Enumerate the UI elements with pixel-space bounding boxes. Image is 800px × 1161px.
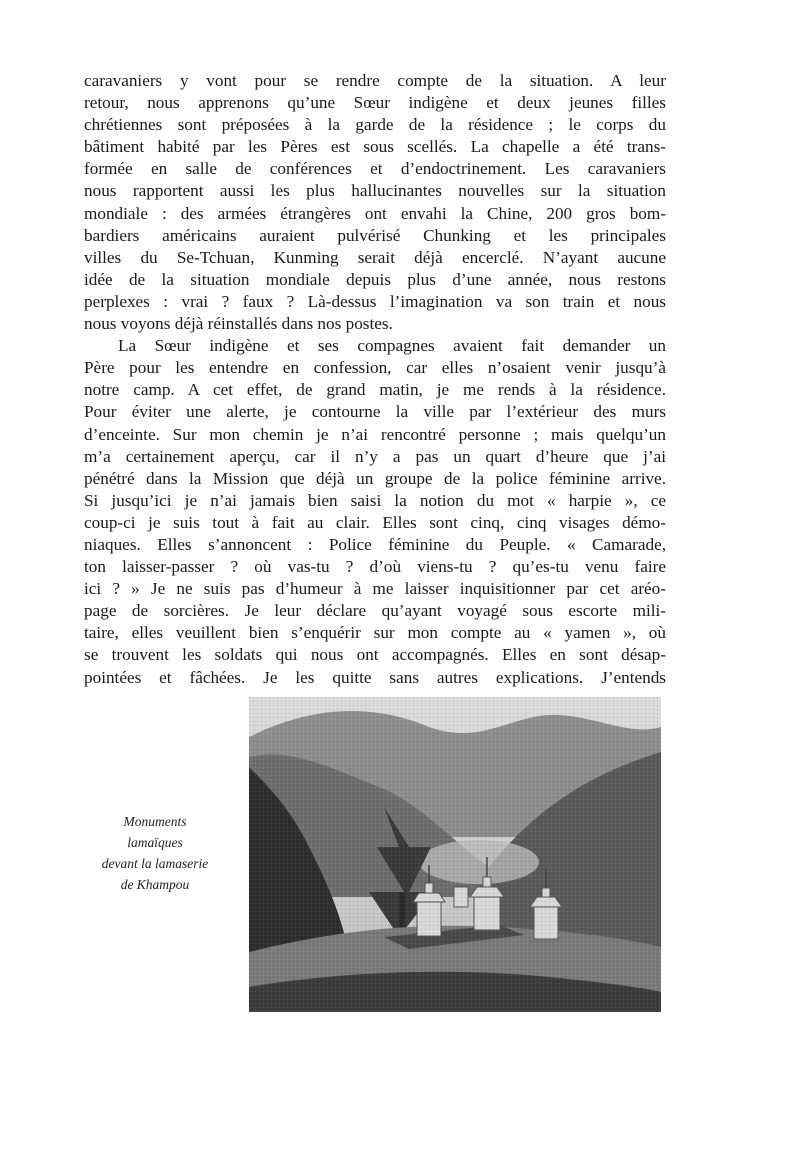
text-line: retour, nous apprenons qu’une Sœur indigène et deux jeunes filles [84,93,666,113]
text-line: taire, elles veuillent bien s’enquérir sur mon compte au « yamen », où [84,623,666,643]
text-line: pénétré dans la Mission que déjà un groupe de la police féminine arrive. [84,468,666,488]
text-line: nous voyons déjà réinstallés dans nos postes. [84,314,393,334]
text-line: nous rapportent aussi les plus hallucinantes nouvelles sur la situation [84,181,666,201]
photo-illustration [249,697,661,1012]
text-line: notre camp. A cet effet, de grand matin, je me rends à la résidence. [84,380,666,400]
text-line: bâtiment habité par les Pères est sous scellés. La chapelle a été trans- [84,137,666,157]
text-line: ton laisser-passer ? où vas-tu ? d’où viens-tu ? qu’es-tu venu faire [84,557,666,577]
text-line: Si jusqu’ici je n’ai jamais bien saisi la notion du mot « harpie », ce [84,490,666,510]
text-line: coup-ci je suis tout à fait au clair. Elles sont cinq, cinq visages démo- [84,512,666,532]
text-line: ici ? » Je ne suis pas d’humeur à me laisser inquisitionner par cet aréo- [84,579,666,599]
photo-caption [80,811,230,895]
text-line: niaques. Elles s’annoncent : Police féminine du Peuple. « Camarade, [84,534,666,554]
text-line: se trouvent les soldats qui nous ont accompagnés. Elles en sont désap- [84,645,666,665]
photo-lamaist-monuments [249,697,661,1012]
text-line: page de sorcières. Je leur déclare qu’ayant voyagé sous escorte mili- [84,601,666,621]
text-line: villes du Se-Tchuan, Kunming serait déjà encerclé. N’ayant aucune [84,247,666,267]
caption-line: devant la lamaserie [101,856,209,871]
text-line: d’enceinte. Sur mon chemin je n’ai rencontré personne ; mais quelqu’un [84,424,666,444]
text-line: idée de la situation mondiale depuis plus d’une année, nous restons [84,269,666,289]
caption-line: lamaïques [127,835,183,850]
text-line: Père pour les entendre en confession, car elles n’osaient venir jusqu’à [84,358,666,378]
text-line: formée en salle de conférences et d’endoctrinement. Les caravaniers [84,159,666,179]
caption-line: de Khampou [120,877,190,892]
caption-line: Monuments [123,814,187,829]
text-line: m’a certainement aperçu, car il n’y a pas un quart d’heure que j’ai [84,446,666,466]
text-line: caravaniers y vont pour se rendre compte de la situation. A leur [84,71,666,90]
text-line: mondiale : des armées étrangères ont envahi la Chine, 200 gros bom- [84,203,666,223]
text-line: chrétiennes sont préposées à la garde de la résidence ; le corps du [84,115,666,135]
text-line: bardiers américains auraient pulvérisé Chunking et les principales [84,225,666,245]
text-line: Pour éviter une alerte, je contourne la ville par l’extérieur des murs [84,402,666,422]
body-text [84,70,666,689]
text-line: perplexes : vrai ? faux ? Là-dessus l’imagination va son train et nous [84,291,666,311]
paragraph-start-line: La Sœur indigène et ses compagnes avaient fait demander un [118,336,666,356]
text-line: pointées et fâchées. Je les quitte sans autres explications. J’entends [84,667,666,687]
